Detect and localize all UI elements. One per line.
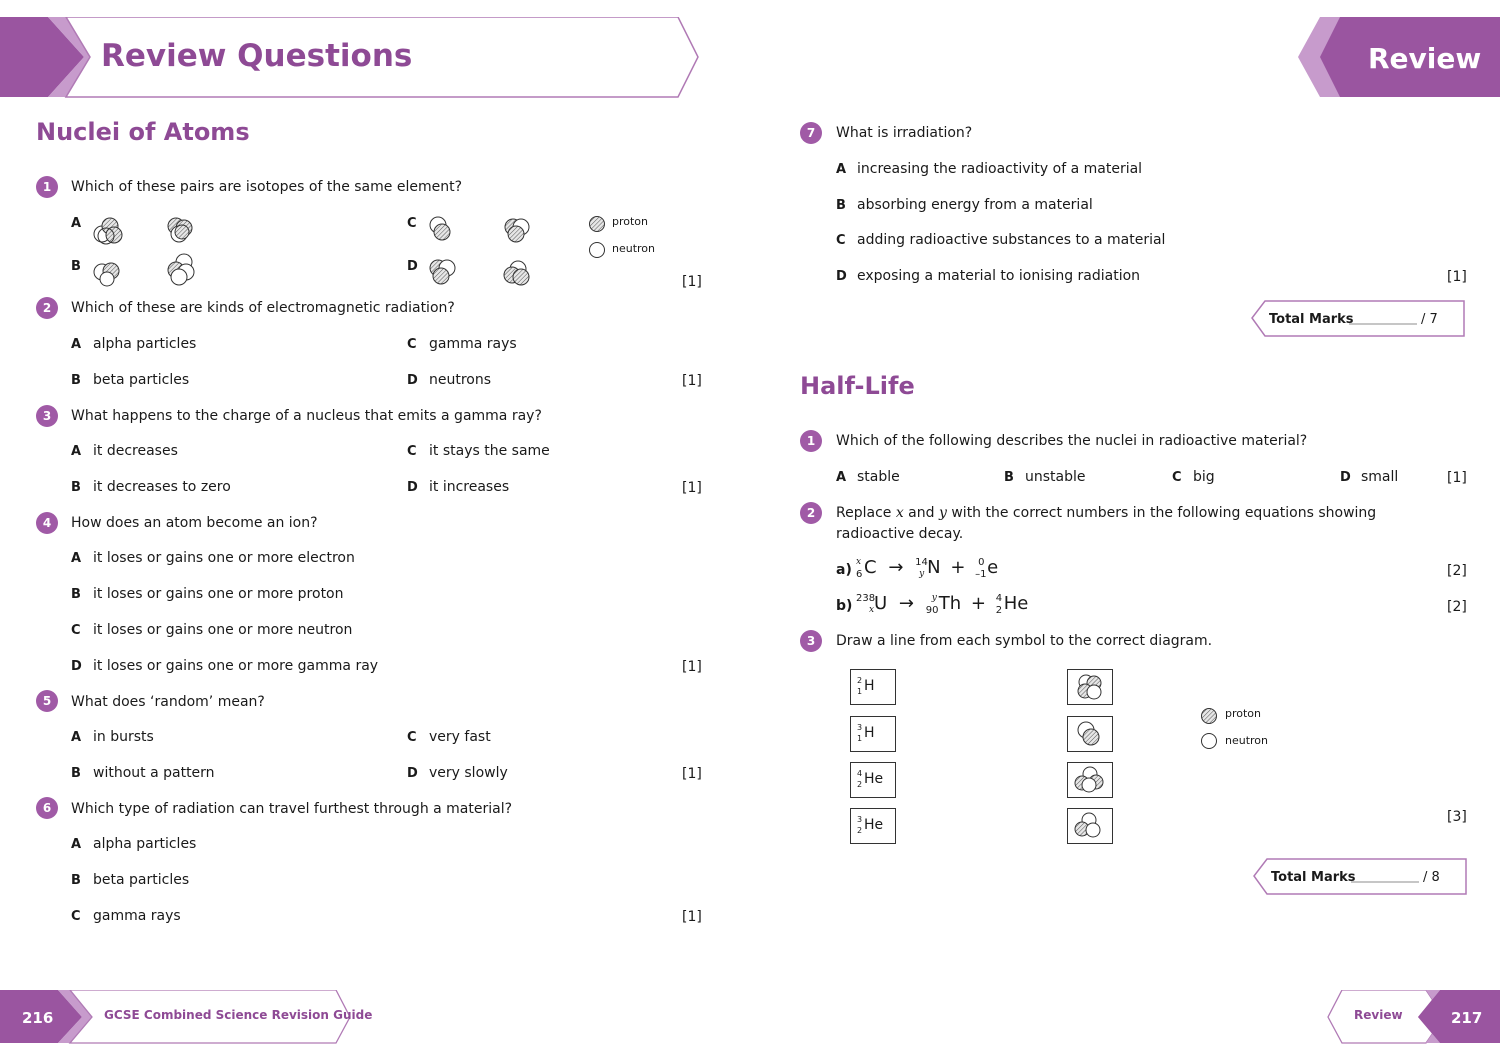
option-letter-b: B — [1004, 470, 1014, 485]
footer-page-number-right: 217 — [1451, 1009, 1483, 1027]
nucleus-diagram-b2 — [164, 252, 198, 288]
legend-neutron-label: neutron — [1225, 734, 1269, 747]
symbol-4-element: He — [864, 817, 884, 833]
equation-a-label: a) — [836, 562, 852, 578]
option-letter-d: D — [407, 480, 418, 495]
option-letter-b: B — [71, 259, 81, 274]
neutron-legend-icon — [1200, 732, 1218, 750]
question-7-text: What is irradiation? — [836, 125, 973, 141]
hl-question-2a-mark: [2] — [1447, 563, 1467, 579]
question-7-option-c: adding radioactive substances to a material — [857, 232, 1166, 248]
section-title-nuclei: Nuclei of Atoms — [36, 118, 250, 146]
hl-question-2b-mark: [2] — [1447, 599, 1467, 615]
footer-review-label: Review — [1354, 1008, 1403, 1022]
question-1-mark: [1] — [682, 274, 702, 290]
option-letter-b: B — [71, 373, 81, 388]
eq-a-c-atomic: 6 — [856, 569, 863, 580]
footer-book-title: GCSE Combined Science Revision Guide — [104, 1008, 373, 1022]
symbol-1-element: H — [864, 678, 875, 694]
question-3-option-c: it stays the same — [429, 443, 550, 459]
total-marks-label-1: Total Marks — [1269, 312, 1354, 327]
eq-a-n-atomic: y — [919, 569, 925, 579]
option-letter-d: D — [1340, 470, 1351, 485]
symbol-4-atomic: 2 — [857, 826, 863, 835]
option-letter-a: A — [836, 162, 847, 177]
option-letter-a: A — [71, 216, 82, 231]
question-2-option-b: beta particles — [93, 372, 190, 388]
option-letter-c: C — [71, 623, 81, 638]
eq-a-n-element: N — [927, 557, 941, 578]
hl-question-1-mark: [1] — [1447, 470, 1467, 486]
question-5-option-b: without a pattern — [93, 765, 215, 781]
option-letter-b: B — [71, 480, 81, 495]
hl-question-3-text: Draw a line from each symbol to the correct diagram. — [836, 633, 1213, 649]
eq-b-he-atomic: 2 — [995, 605, 1003, 616]
symbol-box-1[interactable] — [850, 669, 896, 705]
total-marks-label-2: Total Marks — [1271, 870, 1356, 885]
option-letter-c: C — [407, 730, 417, 745]
nucleus-diagram-c2 — [500, 214, 534, 246]
equation-a — [856, 557, 998, 579]
question-3-option-a: it decreases — [93, 443, 178, 459]
total-marks-value-1: / 7 — [1421, 312, 1438, 327]
question-6-text: Which type of radiation can travel furthest through a material? — [71, 801, 513, 817]
symbol-1-atomic: 1 — [857, 687, 863, 696]
question-number-7: 7 — [800, 122, 822, 144]
nucleus-diagram-q3-1 — [1068, 670, 1112, 704]
question-3-option-d: it increases — [429, 479, 510, 495]
option-letter-b: B — [71, 873, 81, 888]
symbol-3-mass: 4 — [857, 769, 863, 778]
hl-q2-text-and: and — [903, 505, 939, 521]
option-letter-d: D — [836, 269, 847, 284]
hl-question-3-mark: [3] — [1447, 809, 1467, 825]
neutron-legend-icon — [588, 241, 606, 259]
question-4-option-b: it loses or gains one or more proton — [93, 586, 344, 602]
question-2-option-a: alpha particles — [93, 336, 197, 352]
option-letter-a: A — [71, 337, 82, 352]
arrow-right-icon: → — [898, 593, 915, 614]
option-letter-b: B — [71, 766, 81, 781]
option-letter-b: B — [836, 198, 846, 213]
question-4-option-a: it loses or gains one or more electron — [93, 550, 355, 566]
symbol-3-element: He — [864, 771, 884, 787]
question-4-mark: [1] — [682, 659, 702, 675]
section-title-half-life: Half-Life — [800, 372, 915, 400]
question-number-1: 1 — [36, 176, 58, 198]
eq-b-he-element: He — [1003, 593, 1029, 614]
footer-page-number-left: 216 — [22, 1009, 54, 1027]
eq-b-th-atomic: 90 — [925, 605, 939, 616]
eq-a-e-element: e — [987, 557, 999, 578]
nucleus-diagram-a1 — [90, 214, 126, 246]
question-7-option-a: increasing the radioactivity of a material — [857, 161, 1143, 177]
hl-question-number-2: 2 — [800, 502, 822, 524]
nucleus-diagram-d1 — [426, 256, 460, 288]
question-number-5: 5 — [36, 690, 58, 712]
diagram-box-3[interactable] — [1067, 762, 1113, 798]
eq-b-th-mass: y — [931, 593, 937, 603]
proton-legend-icon — [1200, 707, 1218, 725]
question-5-option-d: very slowly — [429, 765, 508, 781]
eq-b-u-mass: 238 — [856, 593, 876, 604]
question-6-mark: [1] — [682, 909, 702, 925]
question-5-option-c: very fast — [429, 729, 491, 745]
eq-b-u-atomic: x — [869, 605, 875, 615]
eq-b-th-element: Th — [938, 593, 962, 614]
hl-question-number-1: 1 — [800, 430, 822, 452]
option-letter-d: D — [407, 373, 418, 388]
eq-a-e-mass: 0 — [978, 557, 985, 568]
legend-proton-label: proton — [612, 215, 649, 228]
question-2-option-d: neutrons — [429, 372, 492, 388]
hl-question-2-text-line2: radioactive decay. — [836, 526, 964, 542]
symbol-4-mass: 3 — [857, 815, 863, 824]
question-3-mark: [1] — [682, 480, 702, 496]
hl-question-1-option-b: unstable — [1025, 469, 1086, 485]
option-letter-c: C — [407, 216, 417, 231]
option-letter-a: A — [71, 837, 82, 852]
total-marks-value-2: / 8 — [1423, 870, 1440, 885]
question-4-option-d: it loses or gains one or more gamma ray — [93, 658, 379, 674]
question-5-text: What does ‘random’ mean? — [71, 694, 265, 710]
proton-legend-icon — [588, 215, 606, 233]
option-letter-c: C — [407, 444, 417, 459]
eq-b-u-element: U — [874, 593, 888, 614]
page-title-left: Review Questions — [101, 38, 413, 74]
question-5-option-a: in bursts — [93, 729, 154, 745]
question-2-option-c: gamma rays — [429, 336, 517, 352]
question-2-mark: [1] — [682, 373, 702, 389]
nucleus-diagram-q3-2 — [1068, 717, 1112, 751]
nucleus-diagram-c1 — [426, 214, 456, 246]
hl-question-2-text — [836, 505, 1376, 521]
eq-a-e-atomic: –1 — [975, 569, 987, 580]
arrow-right-icon: → — [888, 557, 904, 578]
eq-b-plus: + — [970, 593, 986, 614]
option-letter-a: A — [71, 444, 82, 459]
question-6-option-a: alpha particles — [93, 836, 197, 852]
option-letter-b: B — [71, 587, 81, 602]
symbol-box-4[interactable] — [850, 808, 896, 844]
question-3-text: What happens to the charge of a nucleus that emits a gamma ray? — [71, 408, 542, 424]
legend-neutron-label: neutron — [612, 242, 656, 255]
nucleus-diagram-q3-4 — [1068, 809, 1112, 843]
diagram-box-4[interactable] — [1067, 808, 1113, 844]
option-letter-c: C — [71, 909, 81, 924]
nucleus-diagram-b1 — [90, 258, 124, 290]
option-letter-a: A — [71, 730, 82, 745]
nucleus-diagram-q3-3 — [1068, 763, 1112, 797]
question-5-mark: [1] — [682, 766, 702, 782]
eq-b-he-mass: 4 — [995, 593, 1003, 604]
symbol-1-mass: 2 — [857, 676, 863, 685]
hl-question-1-option-c: big — [1193, 469, 1215, 485]
question-number-3: 3 — [36, 405, 58, 427]
option-letter-a: A — [836, 470, 847, 485]
hl-q2-text-pre: Replace — [836, 505, 896, 521]
eq-a-n-mass: 14 — [915, 557, 928, 568]
question-6-option-b: beta particles — [93, 872, 190, 888]
hl-question-1-text: Which of the following describes the nuclei in radioactive material? — [836, 433, 1308, 449]
question-number-2: 2 — [36, 297, 58, 319]
symbol-box-2[interactable] — [850, 716, 896, 752]
symbol-box-3[interactable] — [850, 762, 896, 798]
diagram-box-1[interactable] — [1067, 669, 1113, 705]
question-3-option-b: it decreases to zero — [93, 479, 231, 495]
question-6-option-c: gamma rays — [93, 908, 181, 924]
option-letter-d: D — [407, 259, 418, 274]
hl-question-1-option-a: stable — [857, 469, 900, 485]
hl-question-number-3: 3 — [800, 630, 822, 652]
symbol-3-atomic: 2 — [857, 780, 863, 789]
option-letter-c: C — [836, 233, 846, 248]
question-7-mark: [1] — [1447, 269, 1467, 285]
equation-b-label: b) — [836, 598, 853, 614]
eq-a-plus: + — [950, 557, 966, 578]
symbol-2-mass: 3 — [857, 723, 863, 732]
hl-q2-var-x: x — [895, 505, 904, 521]
equation-b — [856, 593, 1028, 615]
question-1-text: Which of these pairs are isotopes of the same element? — [71, 179, 463, 195]
nucleus-diagram-d2 — [500, 258, 534, 290]
option-letter-c: C — [407, 337, 417, 352]
question-7-option-d: exposing a material to ionising radiation — [857, 268, 1141, 284]
question-7-option-b: absorbing energy from a material — [857, 197, 1093, 213]
option-letter-c: C — [1172, 470, 1182, 485]
diagram-box-2[interactable] — [1067, 716, 1113, 752]
hl-q2-text-post: with the correct numbers in the following equations showing — [946, 505, 1377, 521]
question-2-text: Which of these are kinds of electromagnetic radiation? — [71, 300, 455, 316]
hl-question-1-option-d: small — [1361, 469, 1399, 485]
nucleus-diagram-a2 — [164, 214, 196, 246]
eq-a-c-mass: x — [856, 557, 862, 567]
eq-a-c-element: C — [864, 557, 877, 578]
question-number-4: 4 — [36, 512, 58, 534]
option-letter-d: D — [407, 766, 418, 781]
question-4-text: How does an atom become an ion? — [71, 515, 318, 531]
page-title-right: Review — [1368, 42, 1482, 75]
hl-q2-var-y: y — [938, 505, 947, 521]
symbol-2-element: H — [864, 725, 875, 741]
question-4-option-c: it loses or gains one or more neutron — [93, 622, 353, 638]
option-letter-a: A — [71, 551, 82, 566]
legend-proton-label: proton — [1225, 707, 1262, 720]
question-number-6: 6 — [36, 797, 58, 819]
option-letter-d: D — [71, 659, 82, 674]
symbol-2-atomic: 1 — [857, 734, 863, 743]
